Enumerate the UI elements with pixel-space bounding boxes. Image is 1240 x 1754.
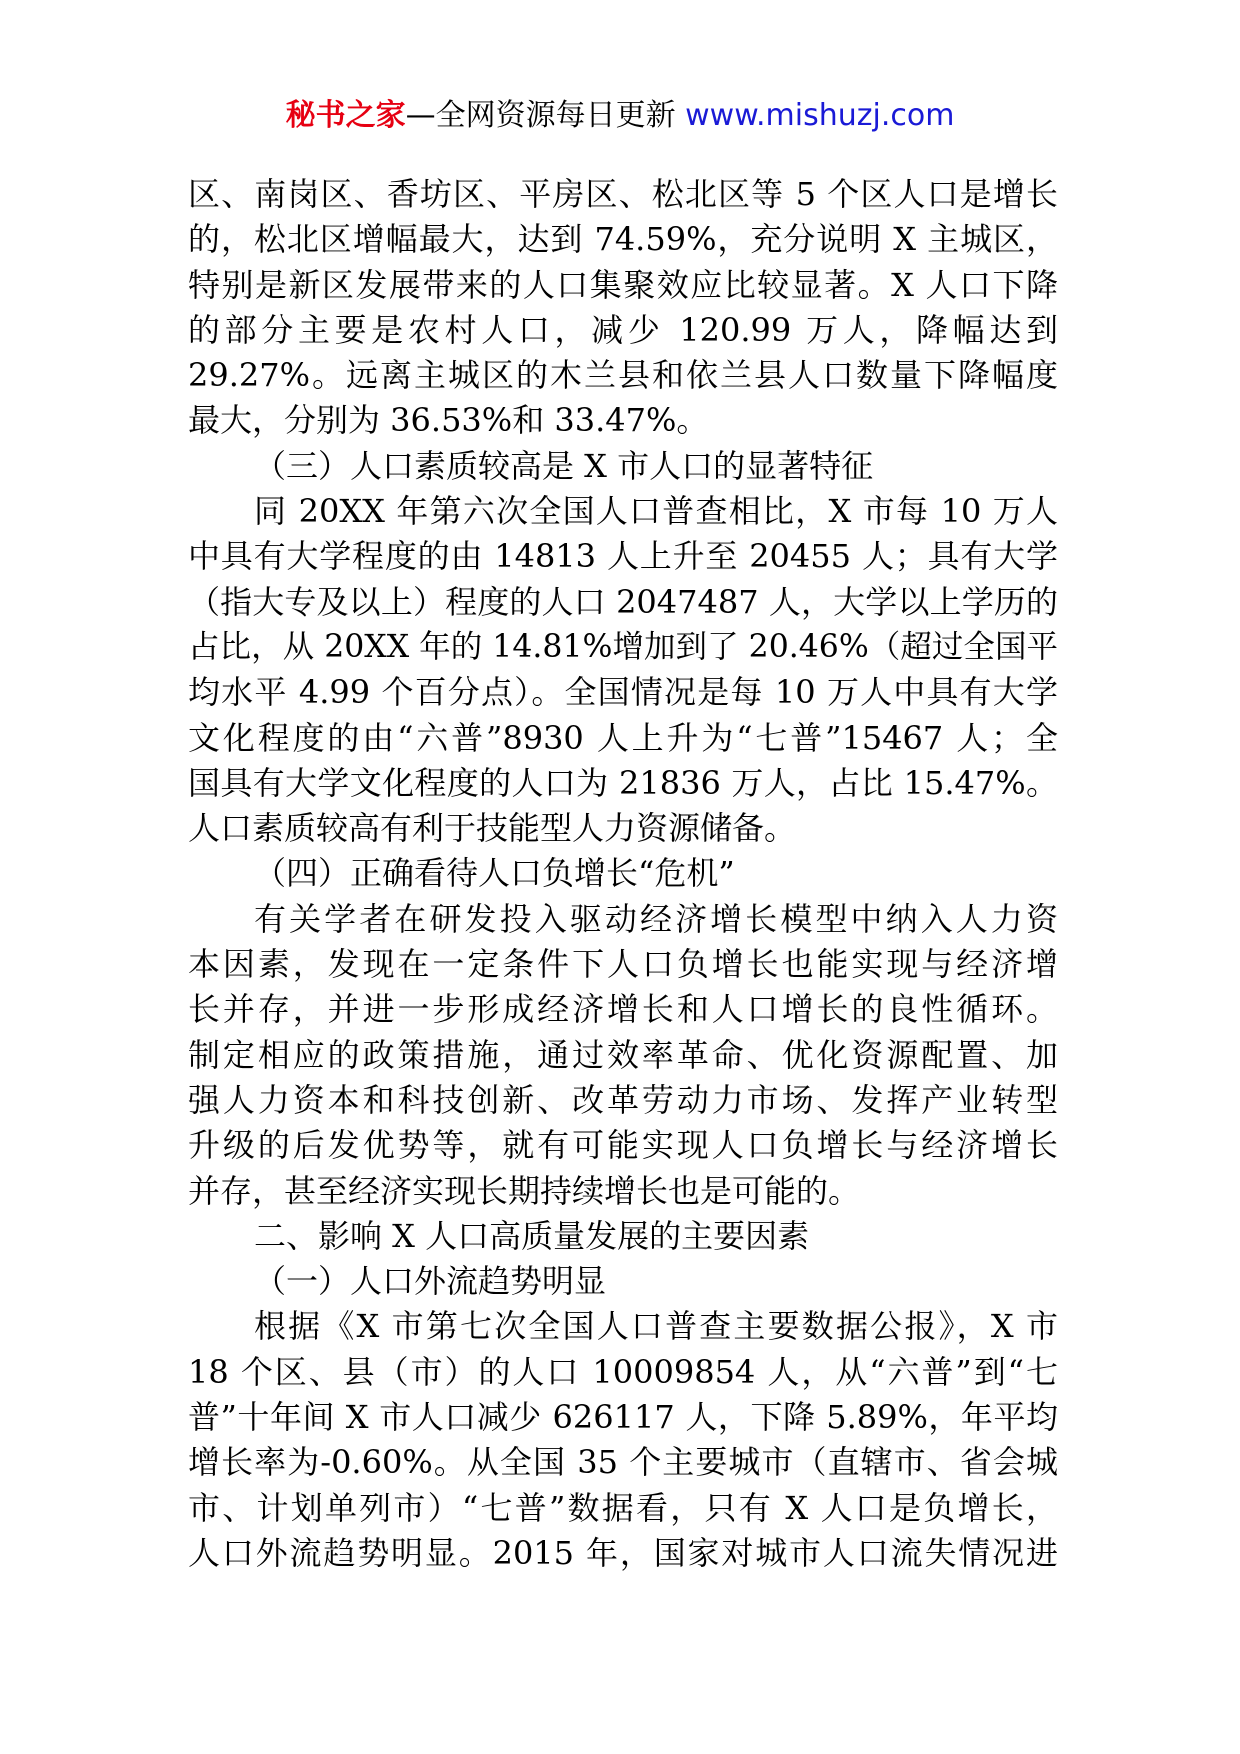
site-slogan: —全网资源每日更新 (405, 98, 686, 133)
text-line: 增长率为-0.60%。从全国 35 个主要城市（直辖市、省会城 (188, 1443, 1058, 1482)
text-line: 强人力资本和科技创新、改革劳动力市场、发挥产业转型 (188, 1080, 1058, 1119)
text-line: 29.27%。远离主城区的木兰县和依兰县人口数量下降幅度 (188, 356, 1058, 395)
text-line: 最大，分别为 36.53%和 33.47%。 (188, 401, 709, 440)
text-line: 本因素，发现在一定条件下人口负增长也能实现与经济增 (188, 945, 1058, 984)
text-line: 18 个区、县（市）的人口 10009854 人，从“六普”到“七 (188, 1352, 1058, 1391)
text-line: （四）正确看待人口负增长“危机” (254, 854, 735, 893)
text-line: （一）人口外流趋势明显 (254, 1262, 607, 1301)
text-line: 占比，从 20XX 年的 14.81%增加到了 20.46%（超过全国平 (188, 628, 1058, 665)
text-line: 区、南岗区、香坊区、平房区、松北区等 5 个区人口是增长 (188, 175, 1058, 213)
text-line: 的，松北区增幅最大，达到 74.59%，充分说明 X 主城区， (188, 220, 1058, 259)
text-line: 均水平 4.99 个百分点）。全国情况是每 10 万人中具有大学 (188, 673, 1058, 712)
document-body (188, 172, 1058, 1576)
text-line: 有关学者在研发投入驱动经济增长模型中纳入人力资 (254, 899, 1058, 938)
text-line: 国具有大学文化程度的人口为 21836 万人，占比 15.47%。 (188, 763, 1058, 802)
text-line: 根据《X 市第七次全国人口普查主要数据公报》，X 市 (254, 1307, 1058, 1346)
text-line: 二、影响 X 人口高质量发展的主要因素 (254, 1216, 810, 1255)
site-header (0, 96, 1240, 136)
site-brand: 秘书之家 (285, 98, 406, 133)
text-line: 中具有大学程度的由 14813 人上升至 20455 人；具有大学 (188, 537, 1058, 576)
text-line: 同 20XX 年第六次全国人口普查相比，X 市每 10 万人 (254, 492, 1058, 531)
text-line: 人口素质较高有利于技能型人力资源储备。 (188, 809, 797, 848)
text-line: 升级的后发优势等，就有可能实现人口负增长与经济增长 (188, 1126, 1058, 1165)
text-line: （指大专及以上）程度的人口 2047487 人，大学以上学历的 (188, 582, 1058, 621)
site-url-link[interactable]: www.mishuzj.com (685, 98, 955, 133)
text-line: 长并存，并进一步形成经济增长和人口增长的良性循环。 (188, 990, 1058, 1029)
text-line: 并存，甚至经济实现长期持续增长也是可能的。 (188, 1171, 861, 1210)
text-line: 人口外流趋势明显。2015 年，国家对城市人口流失情况进 (188, 1533, 1058, 1572)
text-line: 的部分主要是农村人口，减少 120.99 万人，降幅达到 (188, 310, 1058, 349)
text-line: 文化程度的由“六普”8930 人上升为“七普”15467 人；全 (188, 718, 1058, 757)
text-line: 特别是新区发展带来的人口集聚效应比较显著。X 人口下降 (188, 265, 1058, 304)
text-line: 市、计划单列市）“七普”数据看，只有 X 人口是负增长， (188, 1488, 1058, 1527)
text-line: 制定相应的政策措施，通过效率革命、优化资源配置、加 (188, 1035, 1058, 1074)
text-line: 普”十年间 X 市人口减少 626117 人，下降 5.89%，年平均 (188, 1398, 1058, 1437)
text-line: （三）人口素质较高是 X 市人口的显著特征 (254, 446, 874, 485)
